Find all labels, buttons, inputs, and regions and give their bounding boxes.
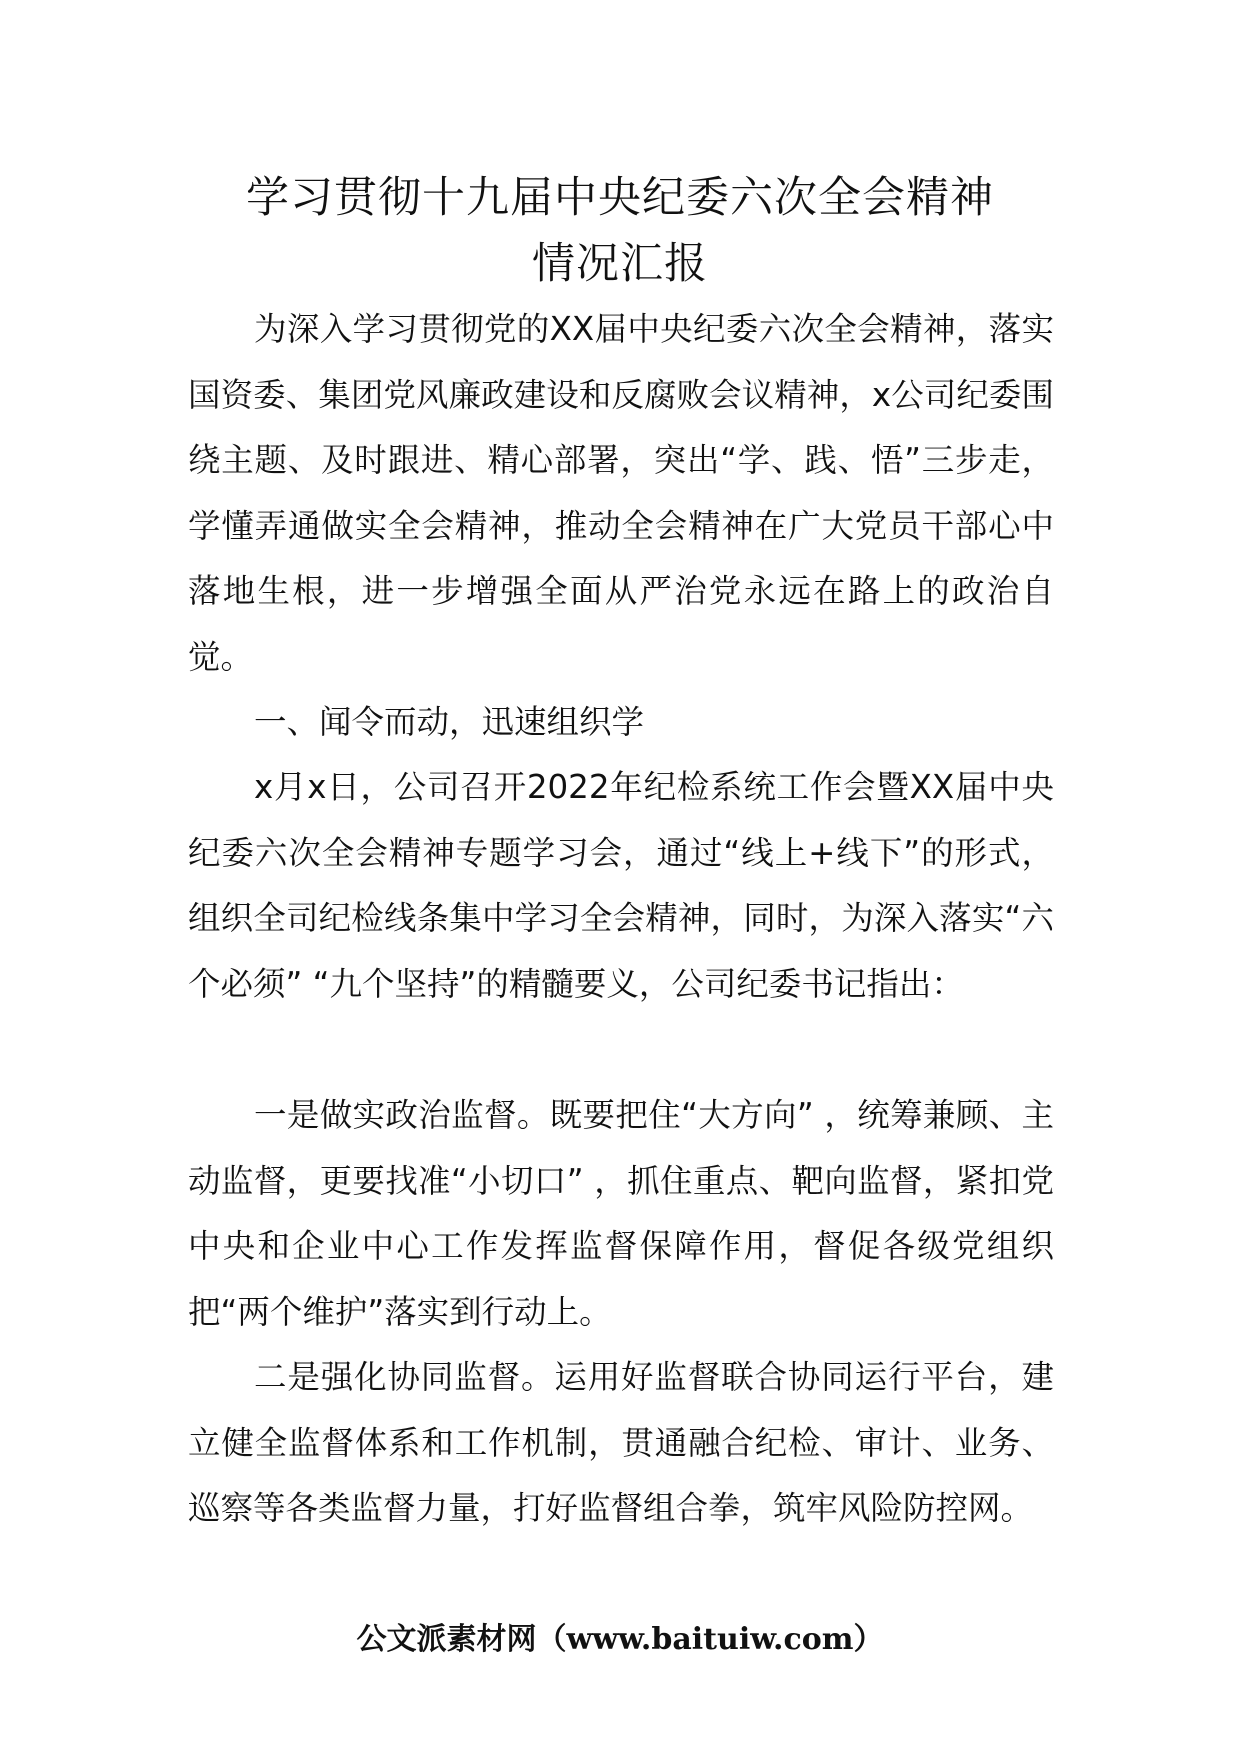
- document-title-line1: 学习贯彻十九届中央纪委六次全会精神: [246, 173, 994, 223]
- footer-watermark: 公文派素材网（www.baituiw.com）: [356, 1622, 884, 1657]
- section-heading-1: 一、闻令而动，迅速组织学: [254, 703, 645, 741]
- paragraph-political-supervision: 一是做实政治监督。既要把住“大方向” ，统筹兼顾、主动监督，更要找准“小切口” ，抓住重点、靶向监督，紧扣党中央和企业中心工作发挥监督保障作用，督促各级党组织把“两个维护”落实到行动上。: [188, 1096, 1054, 1331]
- paragraph-intro: 为深入学习贯彻党的XX届中央纪委六次全会精神，落实国资委、集团党风廉政建设和反腐败会议精神，x公司纪委围绕主题、及时跟进、精心部署，突出“学、践、悟”三步走，学懂弄通做实全会精神，推动全会精神在广大党员干部心中落地生根，进一步增强全面从严治党永远在路上的政治自觉。: [188, 310, 1054, 676]
- document-title-line2: 情况汇报: [532, 239, 708, 289]
- paragraph-meeting: x月x日，公司召开2022年纪检系统工作会暨XX届中央纪委六次全会精神专题学习会，通过“线上+线下”的形式，组织全司纪检线条集中学习全会精神，同时，为深入落实“六个必须” “九个坚持”的精髓要义，公司纪委书记指出：: [188, 768, 1054, 1003]
- paragraph-coordinated-supervision: 二是强化协同监督。运用好监督联合协同运行平台，建立健全监督体系和工作机制，贯通融合纪检、审计、业务、巡察等各类监督力量，打好监督组合拳，筑牢风险防控网。: [188, 1358, 1054, 1527]
